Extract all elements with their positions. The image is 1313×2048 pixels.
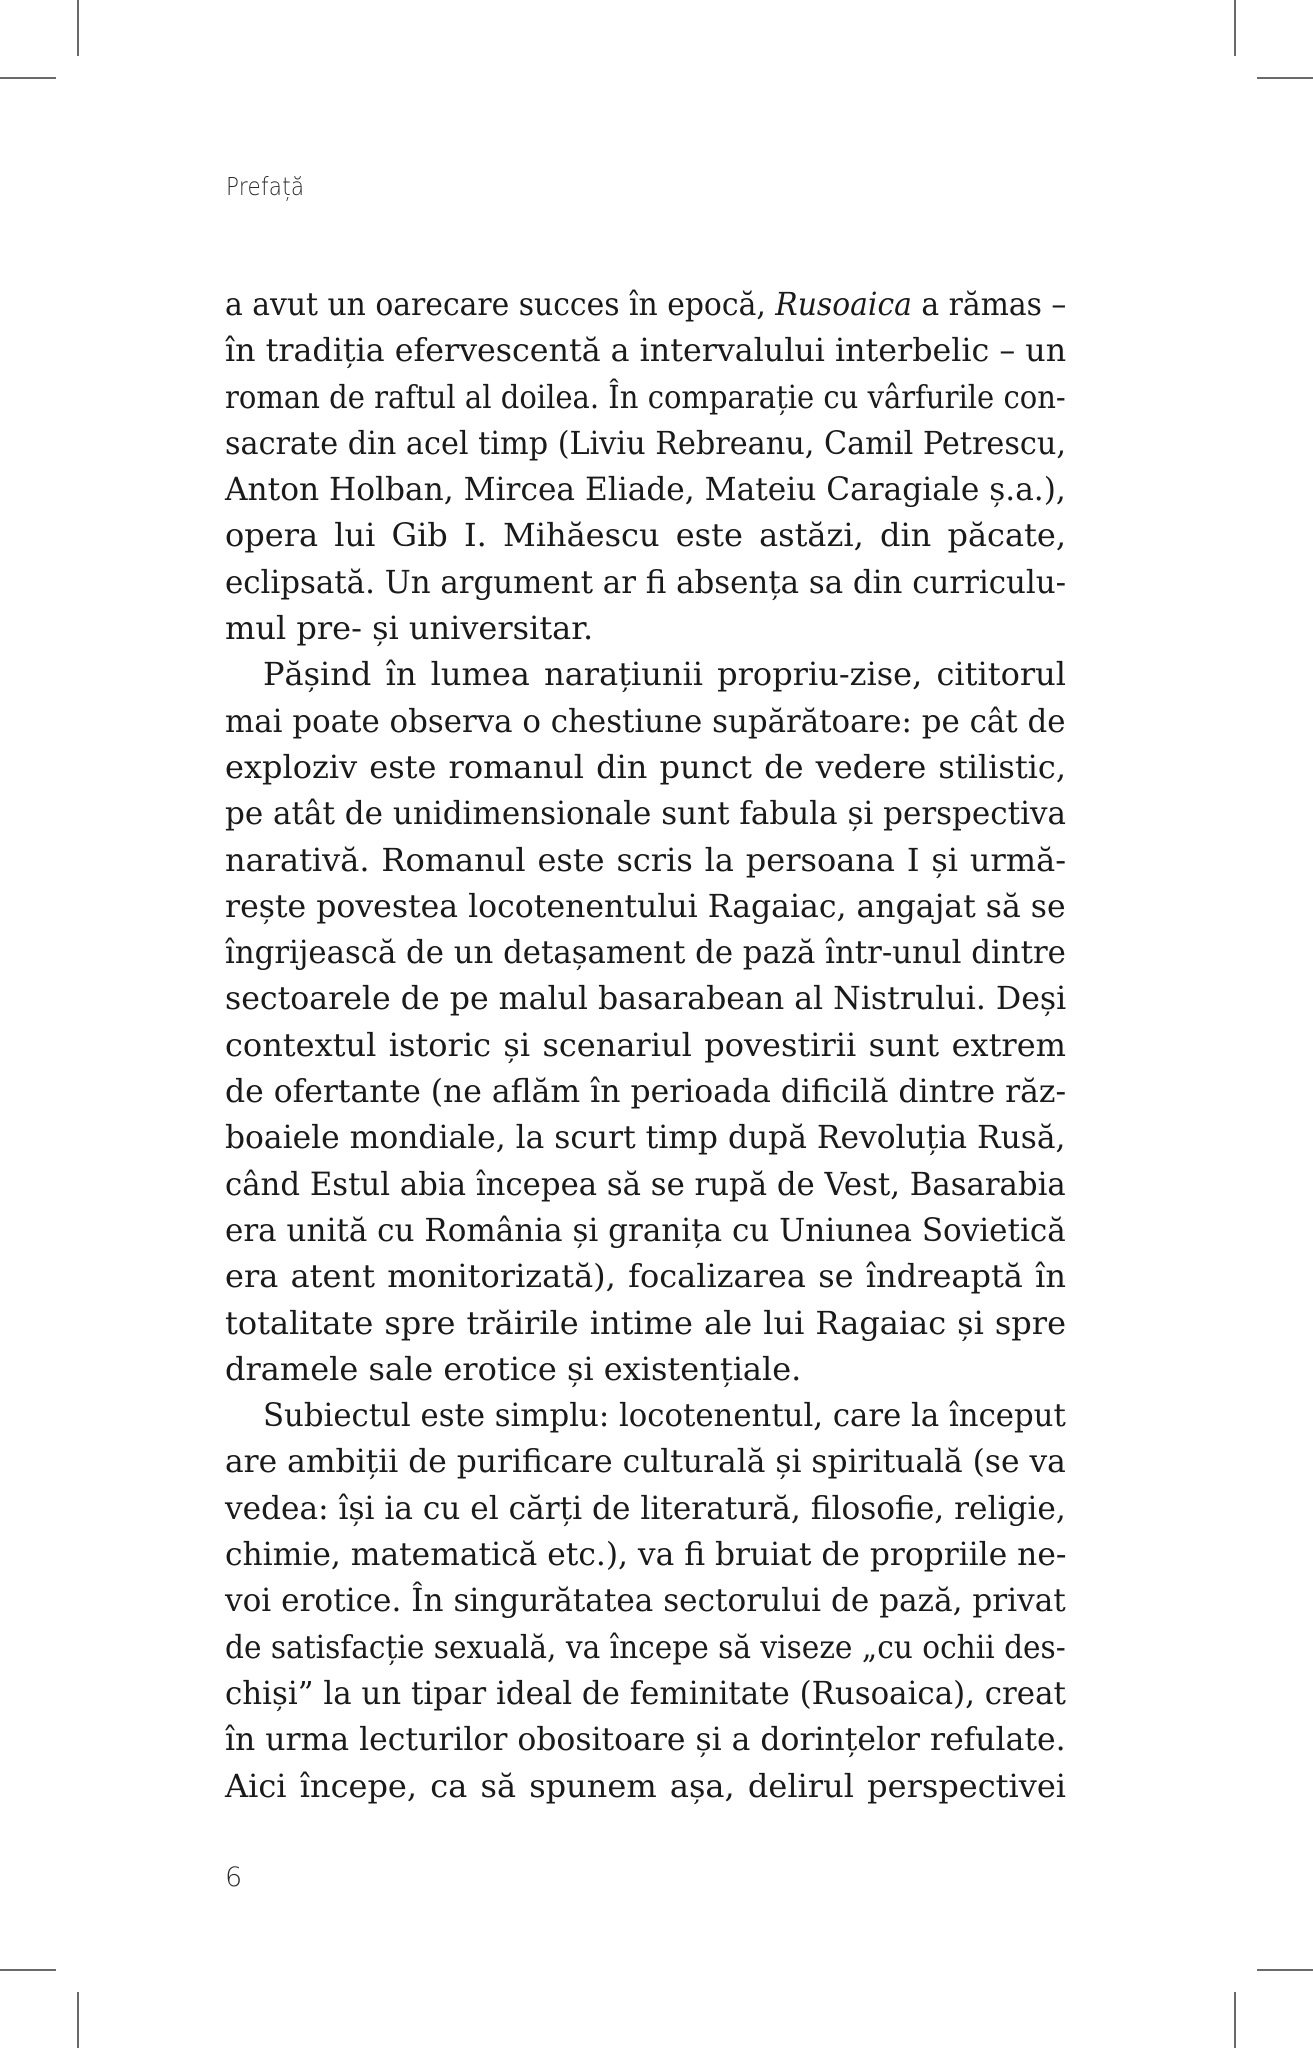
text-line (225, 420, 1066, 466)
text-line-content (225, 1253, 1066, 1299)
crop-mark-top-right-vertical (1234, 0, 1236, 56)
text-line (225, 605, 1066, 651)
text-line-content (225, 1577, 1066, 1623)
text-span: în tradiția efervescentă a intervalului interbelic – un (225, 331, 1067, 370)
text-line-content (225, 1438, 1066, 1484)
text-line (225, 1346, 1066, 1392)
text-line (225, 744, 1066, 790)
text-span: Anton Holban, Mircea Eliade, Mateiu Caragiale ș.a.), (225, 470, 1066, 509)
page-number: 6 (225, 1862, 243, 1893)
crop-mark-bottom-right-vertical (1234, 1992, 1236, 2048)
text-line-content (225, 1068, 1066, 1114)
text-line (225, 929, 1066, 975)
text-span: roman de raftul al doilea. În comparație cu vârfurile con- (225, 377, 1066, 416)
text-line (225, 559, 1066, 605)
text-line (225, 1068, 1066, 1114)
text-span: pe atât de unidimensionale sunt fabula și perspectiva (225, 794, 1066, 833)
text-line-content (225, 374, 1066, 420)
crop-mark-bottom-left-horizontal (0, 1969, 56, 1971)
text-line (225, 1716, 1066, 1762)
text-span: voi erotice. În singurătatea sectorului de pază, privat (225, 1581, 1066, 1620)
text-line (225, 1577, 1066, 1623)
italic-title: Rusoaica (775, 285, 912, 323)
text-line (225, 698, 1066, 744)
text-line (225, 466, 1066, 512)
text-line (225, 883, 1066, 929)
text-span: a rămas – (911, 285, 1067, 323)
text-span: Subiectul este simplu: locotenentul, care la început (263, 1396, 1066, 1435)
text-line-content (225, 1300, 1066, 1346)
text-line (225, 1763, 1066, 1809)
text-line (225, 1161, 1066, 1207)
text-span: are ambiții de purificare culturală și spirituală (se va (225, 1442, 1066, 1481)
text-span: totalitate spre trăirile intime ale lui Ragaiac și spre (225, 1303, 1066, 1342)
running-head: Prefață (226, 172, 305, 201)
text-line-content (225, 559, 1066, 605)
text-span: sectoarele de pe malul basarabean al Nistrului. Deși (225, 979, 1067, 1018)
text-span: a avut un oarecare succes în epocă, (225, 285, 776, 323)
text-line-content (225, 975, 1066, 1021)
text-line-content (225, 883, 1066, 929)
text-line-content (225, 929, 1066, 975)
text-line (225, 1438, 1066, 1484)
text-line-content (225, 1763, 1066, 1809)
text-span: chimie, matematică etc.), va fi bruiat de propriile ne- (225, 1535, 1067, 1574)
text-line-content (225, 605, 1066, 651)
text-line (225, 651, 1066, 697)
text-span: eclipsată. Un argument ar fi absența sa din curriculu- (225, 562, 1067, 601)
text-line (225, 1300, 1066, 1346)
text-line (225, 1207, 1066, 1253)
text-span: chiși” la un tipar ideal de feminitate (Rusoaica), creat (225, 1673, 1066, 1712)
text-line-content (225, 1207, 1066, 1253)
text-line (225, 837, 1066, 883)
body-text (225, 281, 1066, 1809)
text-line-content (225, 1670, 1066, 1716)
text-line-content (225, 698, 1066, 744)
text-line (225, 327, 1066, 373)
text-line-content (263, 1392, 1066, 1438)
text-line (225, 1624, 1066, 1670)
text-span: îngrijească de un detașament de pază într-unul dintre (225, 933, 1066, 972)
text-line-content (225, 1624, 1066, 1670)
text-span: de ofertante (ne aflăm în perioada dificilă dintre răz- (225, 1072, 1067, 1111)
text-line-content (225, 1161, 1066, 1207)
text-line (225, 1670, 1066, 1716)
text-span: în urma lecturilor obositoare și a dorințelor refulate. (225, 1720, 1066, 1759)
text-line-content (225, 1022, 1066, 1068)
crop-mark-top-left-vertical (77, 0, 79, 56)
text-line-content (225, 837, 1066, 883)
crop-mark-top-right-horizontal (1257, 77, 1313, 79)
text-span: mai poate observa o chestiune supărătoare: pe cât de (225, 701, 1066, 740)
text-line (225, 975, 1066, 1021)
text-span: Pășind în lumea narațiunii propriu-zise, cititorul (263, 655, 1066, 694)
text-line-content (225, 281, 1066, 327)
text-line-content (225, 512, 1066, 558)
text-span: opera lui Gib I. Mihăescu este astăzi, din păcate, (225, 516, 1066, 555)
text-line (225, 1392, 1066, 1438)
text-span: contextul istoric și scenariul povestirii sunt extrem (225, 1025, 1066, 1064)
crop-mark-bottom-right-horizontal (1257, 1969, 1313, 1971)
text-line-content (263, 651, 1066, 697)
text-span: boaiele mondiale, la scurt timp după Revoluția Rusă, (225, 1118, 1066, 1157)
text-span: era unită cu România și granița cu Uniunea Sovietică (225, 1210, 1066, 1249)
text-line-content (225, 327, 1066, 373)
text-line-content (225, 420, 1066, 466)
text-span: mul pre- și universitar. (225, 609, 594, 648)
text-span: Aici începe, ca să spunem așa, delirul perspectivei (225, 1766, 1066, 1805)
text-line (225, 374, 1066, 420)
text-line (225, 512, 1066, 558)
text-span: sacrate din acel timp (Liviu Rebreanu, Camil Petrescu, (225, 423, 1066, 462)
crop-mark-top-left-horizontal (0, 77, 56, 79)
text-line-content (225, 1531, 1066, 1577)
text-span: exploziv este romanul din punct de vedere stilistic, (225, 747, 1066, 786)
text-line (225, 1531, 1066, 1577)
text-span: era atent monitorizată), focalizarea se îndreaptă în (225, 1257, 1066, 1296)
crop-mark-bottom-left-vertical (77, 1992, 79, 2048)
text-span: dramele sale erotice și existențiale. (225, 1349, 802, 1388)
text-line (225, 281, 1066, 327)
text-line-content (225, 466, 1066, 512)
text-span: de satisfacție sexuală, va începe să viseze „cu ochii des- (225, 1627, 1066, 1666)
text-line-content (225, 1114, 1066, 1160)
text-line (225, 790, 1066, 836)
text-line-content (225, 1346, 1066, 1392)
text-line (225, 1114, 1066, 1160)
text-line (225, 1253, 1066, 1299)
text-span: rește povestea locotenentului Ragaiac, angajat să se (225, 886, 1066, 925)
text-line-content (225, 790, 1066, 836)
text-line-content (225, 1716, 1066, 1762)
text-line-content (225, 1485, 1066, 1531)
text-line (225, 1485, 1066, 1531)
text-span: narativă. Romanul este scris la persoana I și urmă- (225, 840, 1066, 879)
text-line-content (225, 744, 1066, 790)
text-line (225, 1022, 1066, 1068)
text-span: vedea: își ia cu el cărți de literatură, filosofie, religie, (225, 1488, 1066, 1527)
text-span: când Estul abia începea să se rupă de Vest, Basarabia (225, 1164, 1066, 1203)
